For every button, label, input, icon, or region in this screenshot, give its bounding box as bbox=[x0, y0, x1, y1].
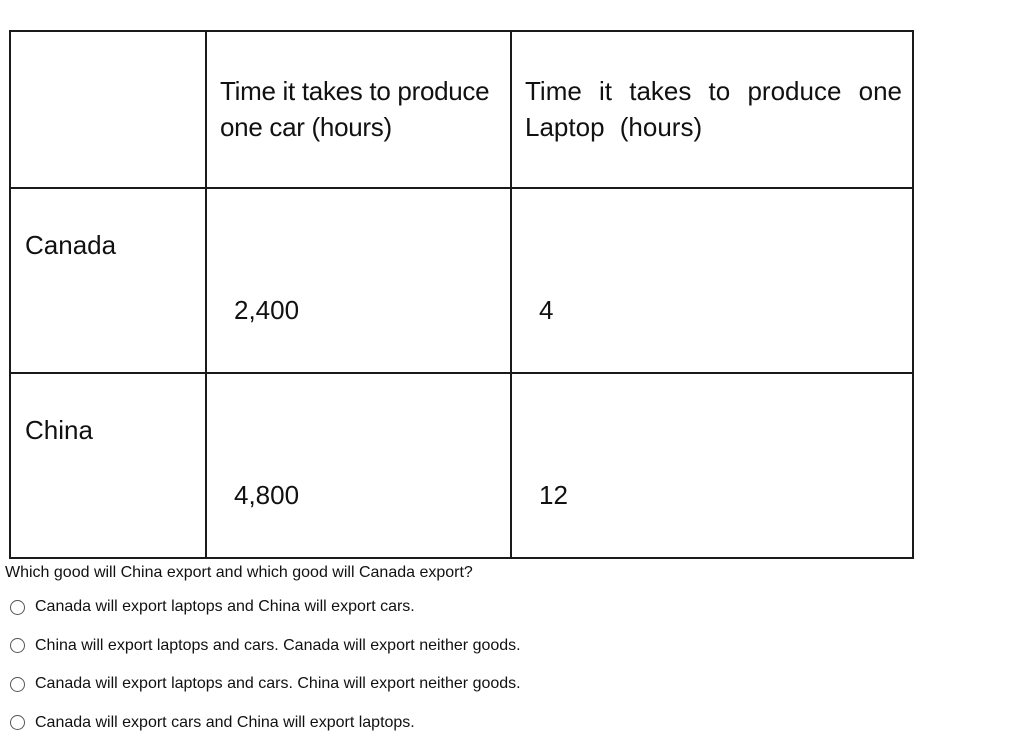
question-text: Which good will China export and which good will Canada export? bbox=[5, 564, 473, 581]
country-cell bbox=[10, 188, 206, 373]
car-hours-value: 4,800 bbox=[234, 480, 300, 510]
laptop-hours-cell bbox=[511, 373, 913, 558]
car-hours-cell bbox=[206, 188, 511, 373]
radio-button[interactable] bbox=[10, 638, 25, 653]
radio-button[interactable] bbox=[10, 677, 25, 692]
header-cell-empty bbox=[10, 31, 206, 188]
header-cell-car-time bbox=[206, 31, 511, 188]
table-row bbox=[10, 188, 913, 373]
answer-option[interactable] bbox=[10, 713, 521, 733]
car-hours-value: 2,400 bbox=[234, 295, 300, 325]
radio-button[interactable] bbox=[10, 600, 25, 615]
laptop-hours-value: 12 bbox=[539, 480, 568, 510]
production-time-table bbox=[9, 30, 914, 559]
car-hours-cell bbox=[206, 373, 511, 558]
radio-button[interactable] bbox=[10, 715, 25, 730]
table-row bbox=[10, 373, 913, 558]
table-header-row bbox=[10, 31, 913, 188]
answer-options bbox=[10, 597, 521, 751]
answer-option-label[interactable]: Canada will export cars and China will export laptops. bbox=[35, 713, 415, 731]
answer-option[interactable] bbox=[10, 636, 521, 656]
header-car-time-label: Time it takes to produce one car (hours) bbox=[220, 76, 490, 142]
answer-option[interactable] bbox=[10, 674, 521, 694]
answer-option-label[interactable]: China will export laptops and cars. Canada will export neither goods. bbox=[35, 636, 521, 654]
answer-option-label[interactable]: Canada will export laptops and cars. China will export neither goods. bbox=[35, 675, 521, 692]
country-label: Canada bbox=[25, 230, 117, 260]
header-laptop-time-label: Time it takes to produce one Laptop (hours) bbox=[525, 76, 902, 142]
country-label: China bbox=[25, 415, 93, 445]
answer-option[interactable] bbox=[10, 597, 521, 617]
laptop-hours-cell bbox=[511, 188, 913, 373]
country-cell bbox=[10, 373, 206, 558]
laptop-hours-value: 4 bbox=[539, 295, 554, 325]
answer-option-label[interactable]: Canada will export laptops and China will export cars. bbox=[35, 598, 415, 615]
header-cell-laptop-time bbox=[511, 31, 913, 188]
